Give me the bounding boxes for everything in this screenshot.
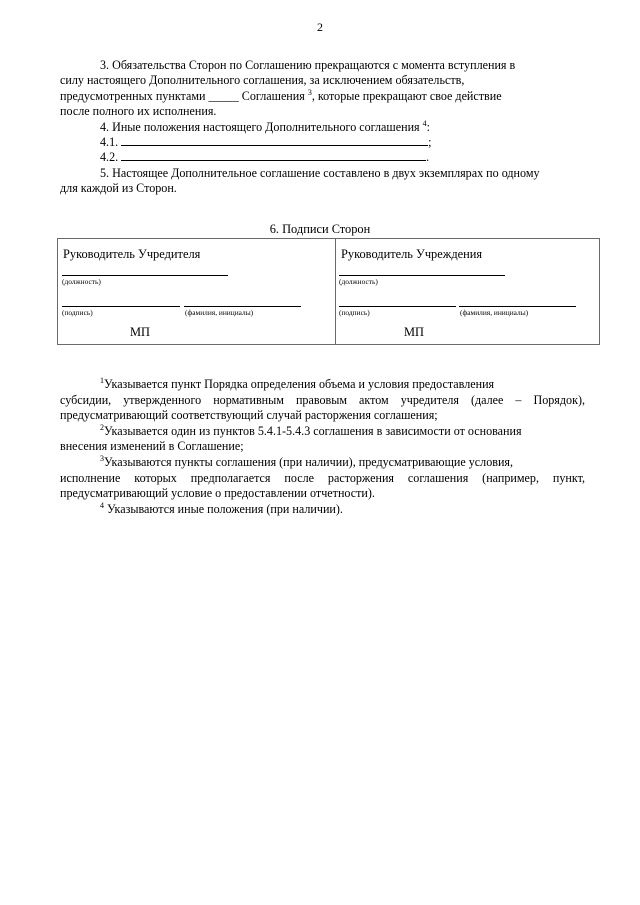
clause-4-1 [60,135,585,150]
footnote-2-mark: 2 [100,422,104,432]
page-number: 2 [317,20,323,34]
footnote-3-line-1 [60,455,585,471]
founder-signature-line [62,306,180,307]
footnotes [60,377,585,517]
clause-3-line-4: после полного их исполнения. [60,104,217,119]
footnote-2-rest: внесения изменений в Соглашение; [60,439,244,454]
clause-4-2 [60,150,585,165]
founder-name-caption: (фамилия, инициалы) [185,308,254,317]
clause-4-1-label: 4.1. [100,135,119,150]
clause-3-line-1: 3. Обязательства Сторон по Соглашению прекращаются с момента вступления в [100,58,516,72]
clause-4-2-blank-line [121,151,426,161]
signatures-title: 6. Подписи Сторон [269,222,371,236]
clause-3-text-a: предусмотренных пунктами [60,88,206,103]
footnote-3-text-line-1: Указываются пункты соглашения (при наличии), предусматривающие условия, [104,454,514,469]
clause-3-blank: _____ [208,88,239,103]
founder-stamp-place: МП [130,325,150,339]
clause-5-line-2: для каждой из Сторон. [60,181,177,196]
clause-4-1-blank-line [121,136,428,146]
institution-position-line [339,275,505,276]
founder-heading: Руководитель Учредителя [63,247,201,261]
footnote-3-rest: исполнение которых предполагается после расторжения соглашения (например, пункт, предусматривающий условие о предоставлении отчетности). [60,470,585,501]
clause-5-line-1: 5. Настоящее Дополнительное соглашение составлено в двух экземплярах по одному [100,165,540,180]
institution-name-caption: (фамилия, инициалы) [460,308,529,317]
footnote-4-mark: 4 [100,500,104,510]
footnote-2-text-line-1: Указывается один из пунктов 5.4.1-5.4.3 соглашения в зависимости от основания [104,423,522,438]
founder-name-line [184,306,301,307]
signatures-table [57,238,600,345]
founder-position-line [62,275,228,276]
clause-3-text-b: Соглашения [241,88,305,103]
institution-stamp-place: МП [404,325,424,339]
footnote-4-line-1 [60,502,585,518]
footnote-ref-4: 4 [422,118,427,128]
clause-4 [60,120,585,135]
institution-signature-caption: (подпись) [339,308,370,317]
footnote-1-mark: 1 [100,375,104,385]
institution-name-line [459,306,576,307]
footnote-1-text-line-1: Указывается пункт Порядка определения объема и условия предоставления [104,377,495,391]
clause-3-line-3 [60,89,585,104]
footnote-ref-3: 3 [307,87,312,97]
clause-4-2-end: . [426,150,430,165]
clause-3-line-2: силу настоящего Дополнительного соглашения, за исключением обязательств, [60,73,465,88]
signature-block-institution [336,239,600,344]
footnote-1-rest: субсидии, утвержденного нормативным правовым актом учредителя (далее – Порядок), предусматривающий соответствующий случай расторжения соглашения; [60,392,585,423]
founder-position-caption: (должность) [62,277,101,286]
signature-block-founder [58,239,336,344]
footnote-3-mark: 3 [100,453,104,463]
clause-3-text-c: , которые прекращают свое действие [311,88,502,103]
founder-signature-caption: (подпись) [62,308,93,317]
institution-position-caption: (должность) [339,277,378,286]
clause-4-colon: : [426,119,431,134]
institution-signature-line [339,306,456,307]
footnote-1-line-1 [60,377,585,393]
footnote-4-text-line-1: Указываются иные положения (при наличии). [104,501,343,516]
institution-heading: Руководитель Учреждения [341,247,483,261]
agreement-clauses [60,58,585,197]
clause-4-2-label: 4.2. [100,150,119,165]
clause-4-text: 4. Иные положения настоящего Дополнительного соглашения [100,119,420,134]
footnote-2-line-1 [60,424,585,440]
clause-4-1-end: ; [428,135,432,150]
